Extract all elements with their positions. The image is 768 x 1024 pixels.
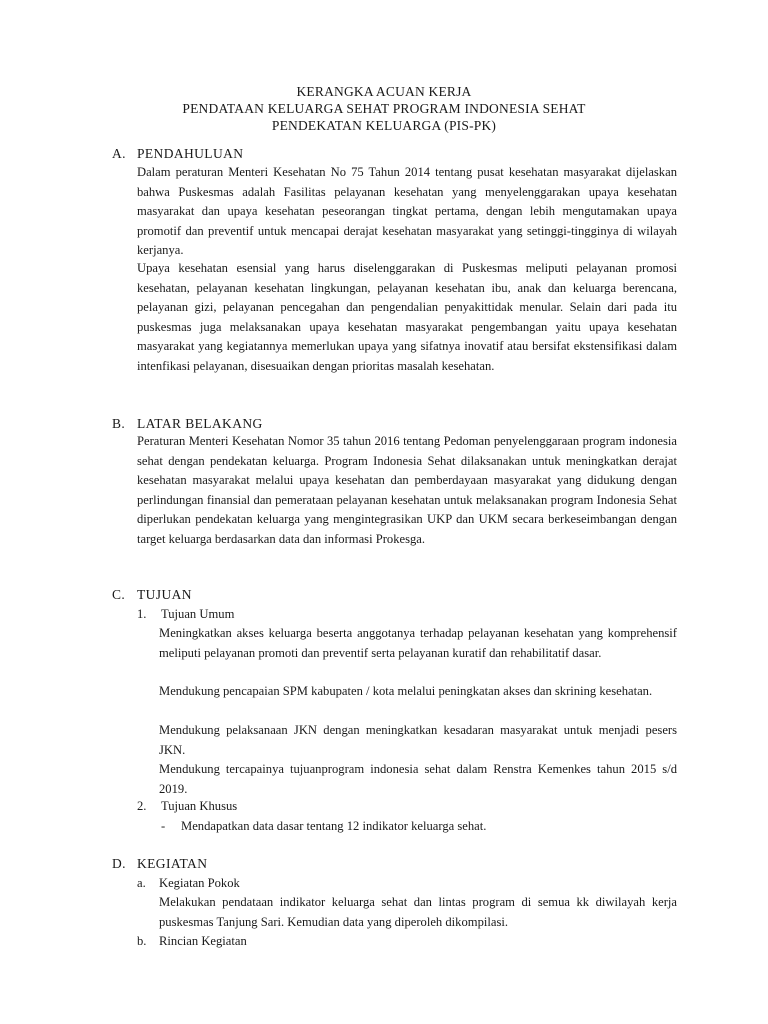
- tujuan-khusus-label: Tujuan Khusus: [161, 799, 238, 813]
- kegiatan-pokok-label: Kegiatan Pokok: [159, 876, 240, 890]
- tujuan-umum-number: 1.: [137, 607, 147, 621]
- kegiatan-pokok-number: a.: [137, 876, 146, 890]
- rincian-kegiatan-number: b.: [137, 934, 147, 948]
- tujuan-umum-paragraph-2: Mendukung pencapaian SPM kabupaten / kota melalui peningkatan akses dan skrining kesehatan.: [159, 684, 653, 698]
- section-a-paragraph-1: Dalam peraturan Menteri Kesehatan No 75 Tahun 2014 tentang pusat kesehatan masyarakat dijelaskan bahwa Puskesmas adalah Fasilitas pelayanan kesehatan yang menyelenggarakan upaya kesehatan masyarakat dan upaya kesehatan peseorangan tingkat pertama, dengan lebih mengutamakan upaya promotif dan preventif untuk mencapai derajat kesehatan masyarakat yang setinggi-tingginya di wilayah kerjanya.: [137, 165, 677, 257]
- tujuan-umum-label: Tujuan Umum: [161, 607, 235, 621]
- doc-title-line3: PENDEKATAN KELUARGA (PIS-PK): [271, 118, 497, 133]
- tujuan-khusus-bullet: -: [161, 819, 166, 833]
- tujuan-umum-paragraph-3: Mendukung pelaksanaan JKN dengan meningkatkan kesadaran masyarakat untuk menjadi pesers JKN.: [159, 723, 677, 757]
- section-a-paragraph-2: Upaya kesehatan esensial yang harus diselenggarakan di Puskesmas meliputi pelayanan promosi kesehatan, pelayanan kesehatan lingkungan, pelayanan kesehatan ibu, anak dan keluarga berencana, pelayanan gizi, pelayanan pencegahan dan pengendalian penyakittidak menular. Selain dari pada itu puskesmas juga melaksanakan upaya kesehatan masyarakat pengembangan yaitu upaya kesehatan masyarakat yang kegiatannya memerlukan upaya yang sifatnya inovatif atau bersifat ekstensifikasi dalam intenfikasi pelayanan, disesuaikan dengan prioritas masalah kesehatan.: [137, 261, 677, 373]
- tujuan-umum-paragraph-1: Meningkatkan akses keluarga beserta anggotanya terhadap pelayanan kesehatan yang komprehensif meliputi pelayanan promoti dan preventif serta pelayanan kuratif dan rehabilitatif dasar.: [159, 626, 677, 660]
- doc-title-line1: KERANGKA ACUAN KERJA: [296, 84, 472, 99]
- tujuan-umum-paragraph-4: Mendukung tercapainya tujuanprogram indonesia sehat dalam Renstra Kemenkes tahun 2015 s/d 2019.: [159, 762, 677, 796]
- tujuan-khusus-number: 2.: [137, 799, 147, 813]
- tujuan-khusus-text: Mendapatkan data dasar tentang 12 indikator keluarga sehat.: [181, 819, 487, 833]
- section-d-number: D.: [112, 856, 126, 871]
- section-a-title: PENDAHULUAN: [137, 146, 244, 161]
- section-b-paragraph-1: Peraturan Menteri Kesehatan Nomor 35 tahun 2016 tentang Pedoman penyelenggaraan program indonesia sehat dengan pendekatan keluarga. Program Indonesia Sehat dilaksanakan untuk meningkatkan derajat kesehatan masyarakat melalui upaya kesehatan dan pemberdayaan masyarakat yang didukung dengan perlindungan finansial dan pemerataan pelayanan kesehatan untuk melaksanakan program Indonesia Sehat diperlukan pendekatan keluarga yang mengintegrasikan UKP dan UKM secara berkeseimbangan dengan target keluarga berdasarkan data dan informasi Prokesga.: [137, 434, 677, 546]
- section-c-title: TUJUAN: [137, 587, 192, 602]
- section-b-title: LATAR BELAKANG: [137, 416, 263, 431]
- section-a-number: A.: [112, 146, 126, 161]
- rincian-kegiatan-label: Rincian Kegiatan: [159, 934, 247, 948]
- doc-title-line2: PENDATAAN KELUARGA SEHAT PROGRAM INDONESIA SEHAT: [182, 101, 586, 116]
- section-d-title: KEGIATAN: [137, 856, 208, 871]
- kegiatan-pokok-text: Melakukan pendataan indikator keluarga sehat dan lintas program di semua kk diwilayah kerja puskesmas Tanjung Sari. Kemudian data yang diperoleh dikompilasi.: [159, 895, 677, 929]
- section-b-number: B.: [112, 416, 126, 431]
- section-c-number: C.: [112, 587, 126, 602]
